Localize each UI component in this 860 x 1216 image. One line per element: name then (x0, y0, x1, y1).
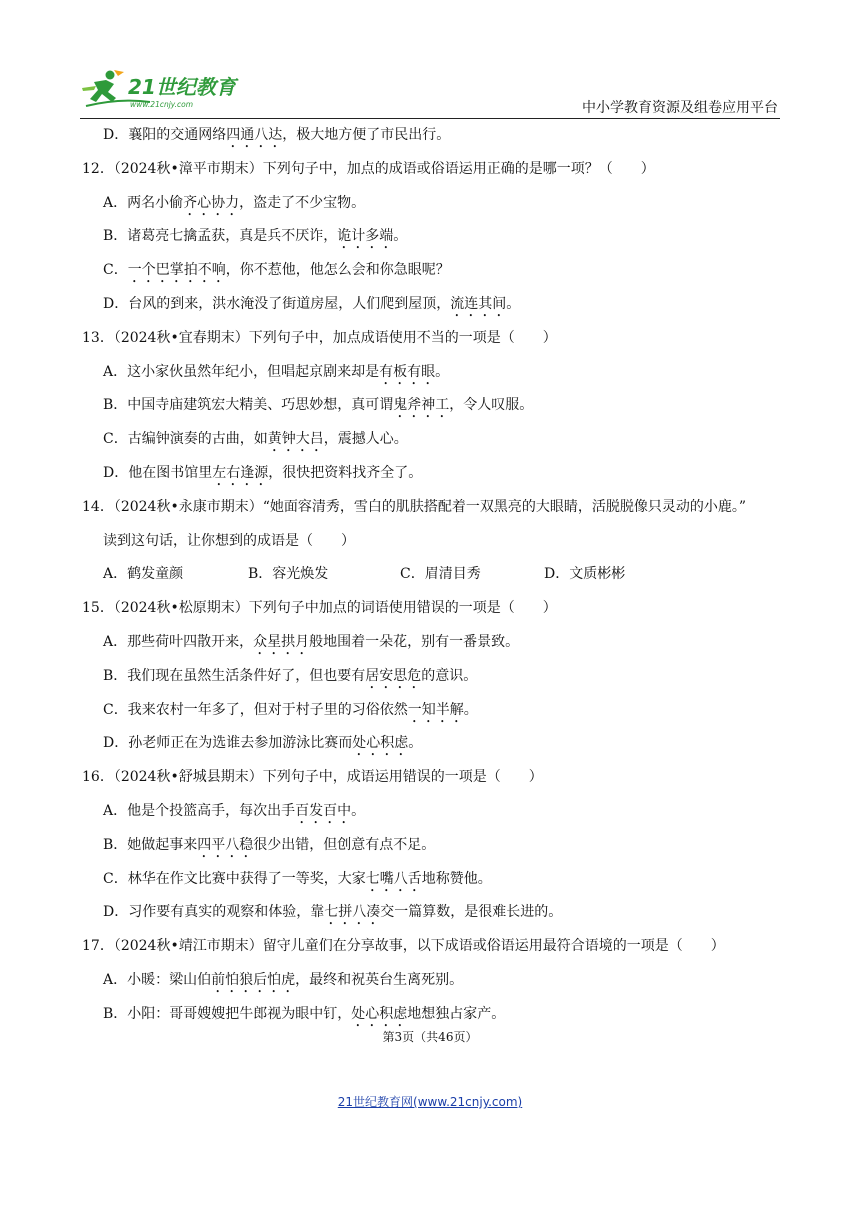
text-segment: 地想独占家产。 (407, 1005, 506, 1022)
option-line (82, 795, 792, 829)
inline-options (82, 558, 792, 592)
site-link[interactable]: 21世纪教育网(www.21cnjy.com) (337, 1095, 523, 1109)
text-segment: D．他在图书馆里 (103, 464, 213, 481)
question-content (82, 119, 792, 1032)
text-segment: 的意识。 (421, 667, 478, 684)
option-line (82, 356, 792, 390)
option-line (82, 998, 792, 1032)
text-segment: C．林华在作文比赛中获得了一等奖，大家 (103, 870, 366, 887)
option-line (82, 694, 792, 728)
text-segment: 。 (351, 802, 366, 819)
text-segment: 地称赞他。 (421, 870, 492, 887)
dotted-phrase: 诡计多端 (337, 228, 394, 245)
dotted-phrase: 左右逢源 (212, 464, 269, 481)
question-stem: 16．（2024秋•舒城县期末）下列句子中，成语运用错误的一项是（ ） (82, 769, 543, 786)
option-line (82, 863, 792, 897)
option-line (82, 389, 792, 423)
text-segment: ，你不惹他，他怎么会和你急眼呢？ (225, 262, 450, 279)
dotted-phrase: 四平八稳 (197, 836, 254, 853)
text-segment: A．那些荷叶四散开来， (103, 633, 254, 650)
option-line (82, 187, 792, 221)
dotted-phrase: 百发百中 (295, 802, 352, 819)
text-segment: B．我们现在虽然生活条件好了，但也要有 (103, 667, 366, 684)
option-item: D．文质彬彬 (544, 566, 626, 583)
dotted-phrase: 一知半解 (407, 701, 464, 718)
header-platform-text: 中小学教育资源及组卷应用平台 (582, 100, 778, 116)
text-segment: ，盗走了不少宝物。 (239, 194, 366, 211)
text-segment: D．台风的到来，洪水淹没了街道房屋，人们爬到屋顶， (103, 295, 451, 312)
text-segment: 。 (408, 735, 423, 752)
option-line (82, 423, 792, 457)
text-segment: ，震撼人心。 (323, 431, 408, 448)
page-header (80, 66, 780, 118)
dotted-phrase: 有板有眼 (379, 363, 436, 380)
option-item: B．容光焕发 (248, 566, 329, 583)
option-line (82, 727, 792, 761)
dotted-phrase: 七嘴八舌 (365, 870, 422, 887)
option-line (82, 119, 792, 153)
page-number: 第3页（共46页） (382, 1030, 478, 1044)
text-segment: C．我来农村一年多了，但对于村子里的习俗依然 (103, 701, 408, 718)
question-stem: 17．（2024秋•靖江市期末）留守儿童们在分享故事，以下成语或俗语运用最符合语境的一项是（ ） (82, 938, 725, 955)
text-segment: 般地围着一朵花，别有一番景致。 (309, 633, 520, 650)
dotted-phrase: 流连其间 (450, 295, 507, 312)
text-segment: 。 (506, 295, 521, 312)
option-item: C．眉清目秀 (400, 566, 481, 583)
question-stem: 15．（2024秋•松原期末）下列句子中加点的词语使用错误的一项是（ ） (82, 600, 557, 617)
question-stem: 12．（2024秋•漳平市期末）下列句子中，加点的成语或俗语运用正确的是哪一项？（ ） (82, 160, 655, 177)
dotted-phrase: 处心积虑 (351, 1005, 408, 1022)
text-segment: A．小暖：梁山伯 (103, 971, 212, 988)
text-segment: B．中国寺庙建筑宏大精美、巧思妙想，真可谓 (103, 397, 394, 414)
dotted-phrase: 四通八达 (226, 127, 283, 143)
text-segment: D．习作要有真实的观察和体验，靠 (103, 904, 325, 921)
text-segment: B．诸葛亮七擒孟获，真是兵不厌诈， (103, 228, 338, 245)
option-line (82, 457, 792, 491)
text-segment: B．小阳：哥哥嫂嫂把牛郎视为眼中钉， (103, 1005, 352, 1022)
text-segment: B．她做起事来 (103, 836, 198, 853)
text-segment: C．古编钟演奏的古曲，如 (103, 431, 268, 448)
dotted-phrase: 居安思危 (365, 667, 422, 684)
option-line (82, 660, 792, 694)
text-segment: 。 (463, 701, 478, 718)
site-logo (80, 66, 260, 116)
text-segment: ，极大地方便了市民出行。 (282, 127, 451, 143)
text-segment: A．两名小偷 (103, 194, 184, 211)
dotted-phrase: 处心积虑 (352, 735, 409, 752)
question-stem: 13．（2024秋•宜春期末）下列句子中，加点成语使用不当的一项是（ ） (82, 329, 557, 346)
text-segment: C． (103, 262, 128, 279)
text-segment: D．孙老师正在为选谁去参加游泳比赛而 (103, 735, 353, 752)
text-segment: A．这小家伙虽然年纪小，但唱起京剧来却是 (103, 363, 380, 380)
dotted-phrase: 黄钟大吕 (267, 431, 324, 448)
svg-text:21世纪教育: 21世纪教育 (128, 75, 236, 99)
option-line (82, 254, 792, 288)
question-stem: 14．（2024秋•永康市期末）“她面容清秀，雪白的肌肤搭配着一双黑亮的大眼睛，活脱脱像只灵动的小鹿。” (82, 498, 747, 515)
text-segment: A．他是个投篮高手，每次出手 (103, 802, 296, 819)
dotted-phrase: 一个巴掌拍不响 (127, 262, 226, 279)
text-segment: ，最终和祝英台生离死别。 (295, 971, 464, 988)
dotted-phrase: 前怕狼后怕虎 (211, 971, 296, 988)
option-item: A．鹤发童颜 (103, 566, 184, 583)
dotted-phrase: 众星拱月 (253, 633, 310, 650)
text-segment: 。 (393, 228, 408, 245)
text-segment: 交一篇算数，是很难长进的。 (380, 904, 563, 921)
text-segment: ，很快把资料找齐全了。 (268, 464, 423, 481)
option-line (82, 626, 792, 660)
question-stem-continued: 读到这句话，让你想到的成语是（ ） (103, 532, 355, 549)
text-segment: D．襄阳的交通网络 (103, 127, 227, 143)
text-segment: ，令人叹服。 (449, 397, 534, 414)
option-line (82, 829, 792, 863)
text-segment: 。 (435, 363, 450, 380)
option-line (82, 220, 792, 254)
dotted-phrase: 齐心协力 (183, 194, 240, 211)
text-segment: 很少出错，但创意有点不足。 (253, 836, 436, 853)
svg-text:www.21cnjy.com: www.21cnjy.com (130, 100, 194, 109)
dotted-phrase: 七拼八凑 (324, 904, 381, 921)
option-line (82, 964, 792, 998)
option-line (82, 896, 792, 930)
dotted-phrase: 鬼斧神工 (393, 397, 450, 414)
option-line (82, 288, 792, 322)
